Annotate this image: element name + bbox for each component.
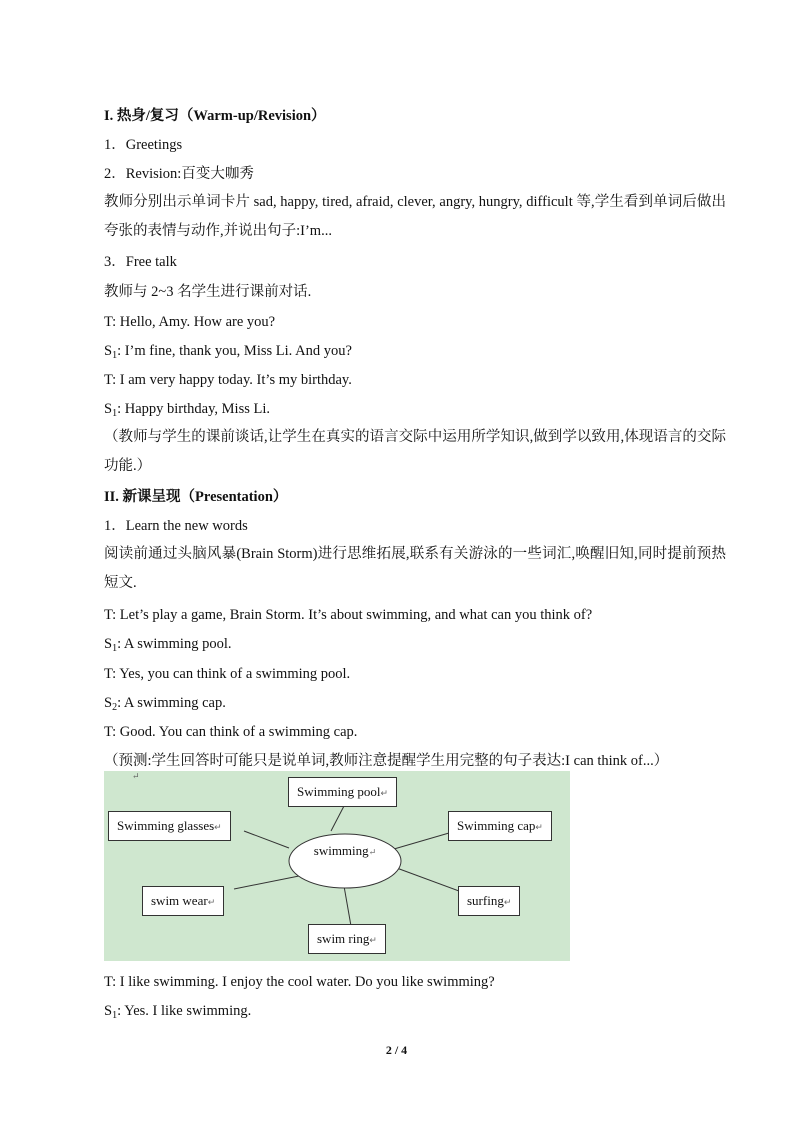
heading-warmup: I. 热身/复习（Warm-up/Revision） [104, 108, 326, 124]
teaching-note: （预测:学生回答时可能只是说单词,教师注意提醒学生用完整的句子表达:I can think of...） [104, 753, 669, 769]
return-mark-icon: ↵ [214, 822, 222, 832]
node-swimming-pool: Swimming pool↵ [288, 777, 397, 807]
learn-description: 阅读前通过头脑风暴(Brain Storm)进行思维拓展,联系有关游泳的一些词汇,唤醒旧知,同时提前预热短文. [104, 546, 726, 591]
heading-presentation: II. 新课呈现（Presentation） [104, 489, 288, 505]
return-mark-icon: ↵ [132, 771, 140, 781]
connector-line [344, 886, 351, 926]
revision-description: 教师分别出示单词卡片 sad, happy, tired, afraid, clever, angry, hungry, difficult 等,学生看到单词后做出夸张的表情与动作,并说出句子:I’m... [104, 194, 726, 239]
dialog-line: $S_1$: Happy birthday, Miss Li. [104, 401, 270, 419]
dialog-line: $S_1$: A swimming pool. [104, 636, 232, 654]
node-swimming-glasses: Swimming glasses↵ [108, 811, 231, 841]
connector-line [234, 876, 299, 889]
connector-line [244, 831, 289, 848]
node-swimming-cap: Swimming cap↵ [448, 811, 552, 841]
return-mark-icon: ↵ [368, 847, 377, 857]
dialog-line: T: Yes, you can think of a swimming pool. [104, 666, 351, 682]
free-talk-description: 教师与 2~3 名学生进行课前对话. [104, 284, 312, 300]
dialog-line: T: Good. You can think of a swimming cap. [104, 724, 358, 740]
connector-line [331, 806, 344, 831]
node-surfing: surfing↵ [458, 886, 520, 916]
dialog-line: T: I like swimming. I enjoy the cool water. Do you like swimming? [104, 974, 495, 990]
page-number: 2 / 4 [385, 1043, 408, 1057]
dialog-line: $S_1$: I’m fine, thank you, Miss Li. And you? [104, 343, 352, 361]
item-greetings: 1．Greetings [104, 137, 183, 153]
node-swim-ring: swim ring↵ [308, 924, 386, 954]
dialog-line: T: Hello, Amy. How are you? [104, 314, 276, 330]
return-mark-icon: ↵ [369, 935, 377, 945]
mind-map [104, 771, 570, 961]
mind-map-center: swimming↵ [313, 843, 377, 858]
dialog-line: $S_2$: A swimming cap. [104, 695, 226, 713]
item-free-talk: 3．Free talk [104, 254, 177, 270]
item-learn-words: 1．Learn the new words [104, 518, 248, 534]
item-revision: 2．Revision:百变大咖秀 [104, 166, 254, 182]
dialog-line: T: I am very happy today. It’s my birthday. [104, 372, 352, 388]
dialog-line: T: Let’s play a game, Brain Storm. It’s about swimming, and what can you think of? [104, 607, 593, 623]
node-swim-wear: swim wear↵ [142, 886, 224, 916]
return-mark-icon: ↵ [535, 822, 543, 832]
dialog-line: $S_1$: Yes. I like swimming. [104, 1003, 252, 1021]
return-mark-icon: ↵ [503, 897, 512, 907]
return-mark-icon: ↵ [380, 788, 388, 798]
teaching-note: （教师与学生的课前谈话,让学生在真实的语言交际中运用所学知识,做到学以致用,体现语言的交际功能.） [104, 429, 726, 474]
connector-line [394, 833, 449, 849]
connector-line [394, 867, 459, 891]
return-mark-icon: ↵ [207, 897, 216, 907]
